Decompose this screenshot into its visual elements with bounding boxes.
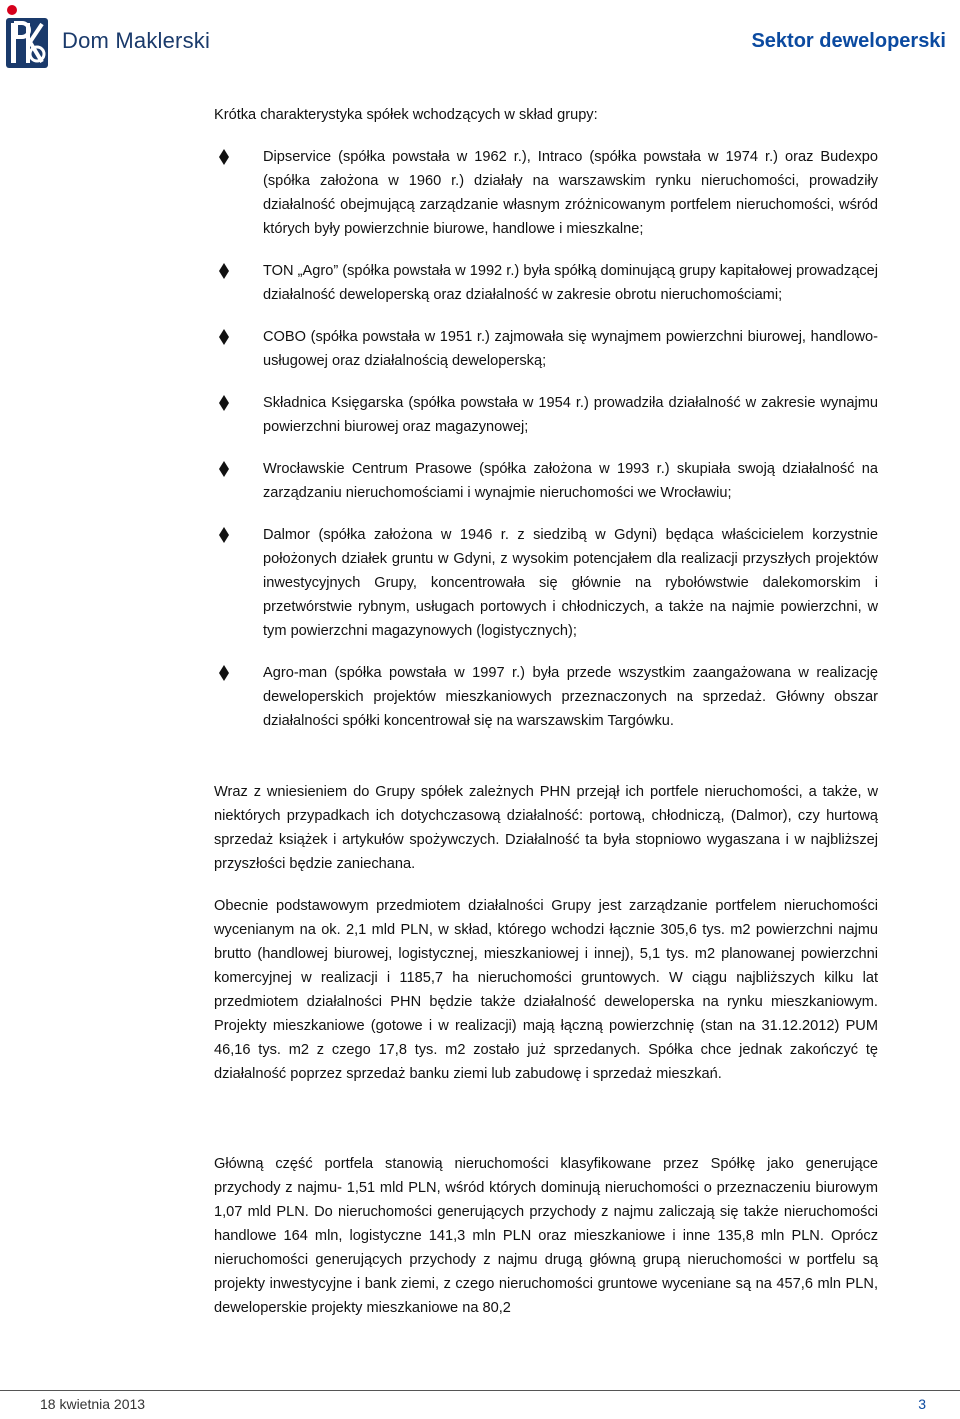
list-item-text: Wrocławskie Centrum Prasowe (spółka założona w 1993 r.) skupiała swoją działalność na zarządzaniu nieruchomościami i wynajmie nieruchomości we Wrocławiu; (263, 461, 878, 501)
list-item-text: Agro-man (spółka powstała w 1997 r.) była przede wszystkim zaangażowana w realizację deweloperskich projektów mieszkaniowych przeznaczonych na sprzedaż. Główny obszar działalności spółki koncentrował się na warszawskim Targówku. (263, 665, 878, 729)
body-section-structure (214, 1152, 878, 1338)
list-item-text: Składnica Księgarska (spółka powstała w 1954 r.) prowadziła działalność w zakresie wynajmu powierzchni biurowej oraz magazynowej; (263, 395, 878, 435)
list-item-text: Dalmor (spółka założona w 1946 r. z siedzibą w Gdyni) będąca właścicielem korzystnie położonych działek gruntu w Gdyni, z wysokim potencjałem dla realizacji przyszłych projektów inwestycyjnych Grupy, koncentrowała się głównie na rybołówstwie dalekomorskim i przetwórstwie rybnym, usługach portowych i chłodniczych, a także na najmie powierzchni, w tym powierzchni magazynowych (logistycznych); (263, 527, 878, 639)
brand-name: Dom Maklerski (62, 28, 211, 53)
body-section-portfolio (214, 780, 878, 1104)
diamond-bullet-icon (219, 665, 229, 681)
diamond-bullet-icon (219, 461, 229, 477)
diamond-bullet-icon (219, 149, 229, 165)
section-title: Sektor deweloperski (751, 30, 946, 52)
list-item (214, 325, 878, 373)
body-paragraph: Obecnie podstawowym przedmiotem działalności Grupy jest zarządzanie portfelem nieruchomości wycenianym na ok. 2,1 mld PLN, w skład, którego wchodzi łącznie 305,6 tys. m2 powierzchni najmu brutto (handlowej biurowej, logistycznej, mieszkaniowej i innej), 5,1 tys. m2 planowanej powierzchni komercyjnej w realizacji i 1185,7 ha nieruchomości gruntowych. W ciągu najbliższych kilku lat przedmiotem działalności PHN będzie także działalność deweloperska na rynku mieszkaniowym. Projekty mieszkaniowe (gotowe i w realizacji) mają łączną powierzchnię (stan na 31.12.2012) PUM 46,16 tys. m2 z czego 17,8 tys. m2 zostało już sprzedanych. Spółka chce jednak zakończyć tę działalność poprzez sprzedaż banku ziemi lub zabudowę i sprzedaż mieszkań. (214, 898, 878, 1082)
company-list (214, 145, 878, 751)
body-paragraph: Wraz z wniesieniem do Grupy spółek zależnych PHN przejął ich portfele nieruchomości, a także, w niektórych przypadkach ich dotychczasową działalność: portową, chłodniczą, (Dalmor), czy hurtową sprzedaż książek i artykułów spożywczych. Działalność ta była stopniowo wygaszana i w najbliższej przyszłości będzie zaniechana. (214, 784, 878, 872)
list-item-text: TON „Agro” (spółka powstała w 1992 r.) była spółką dominującą grupy kapitałowej prowadzącej działalność deweloperską oraz działalność w zakresie obrotu nieruchomościami; (263, 263, 878, 303)
pko-logo-icon (4, 4, 50, 68)
list-item-text: Dipservice (spółka powstała w 1962 r.), Intraco (spółka powstała w 1974 r.) oraz Budexpo (spółka założona w 1960 r.) działały na warszawskim rynku nieruchomości, prowadziły działalność obejmującą zarządzanie własnym zróżnicowanym portfelem nieruchomości, wśród których były powierzchnie biurowe, handlowe i mieszkalne; (263, 149, 878, 237)
diamond-bullet-icon (219, 527, 229, 543)
diamond-bullet-icon (219, 329, 229, 345)
list-item (214, 259, 878, 307)
diamond-bullet-icon (219, 395, 229, 411)
page-number: 3 (918, 1396, 926, 1412)
list-item (214, 457, 878, 505)
list-item-text: COBO (spółka powstała w 1951 r.) zajmowała się wynajmem powierzchni biurowej, handlowo- usługowej oraz działalnością deweloperską; (263, 329, 878, 369)
body-paragraph: Główną część portfela stanowią nieruchomości klasyfikowane przez Spółkę jako generujące przychody z najmu- 1,51 mld PLN, wśród których dominują nieruchomości o przeznaczeniu biurowym 1,07 mld PLN. Do nieruchomości generujących przychody z najmu zaliczają się także nieruchomości handlowe 164 mln, logistyczne 141,3 mln PLN oraz mieszkaniowe i inne 135,8 mln PLN. Oprócz nieruchomości generujących przychody z najmu drugą główną grupą nieruchomości w portfelu są projekty inwestycyjne i bank ziemi, z czego nieruchomości gruntowe wyceniane są na 457,6 mln PLN, deweloperskie projekty mieszkaniowe na 80,2 (214, 1156, 878, 1316)
footer-date: 18 kwietnia 2013 (40, 1396, 146, 1412)
list-item (214, 391, 878, 439)
intro-text: Krótka charakterystyka spółek wchodzących w skład grupy: (214, 107, 598, 123)
footer-divider (0, 1390, 960, 1391)
page-header (0, 0, 960, 78)
list-item (214, 523, 878, 643)
list-item (214, 661, 878, 733)
list-item (214, 145, 878, 241)
diamond-bullet-icon (219, 263, 229, 279)
